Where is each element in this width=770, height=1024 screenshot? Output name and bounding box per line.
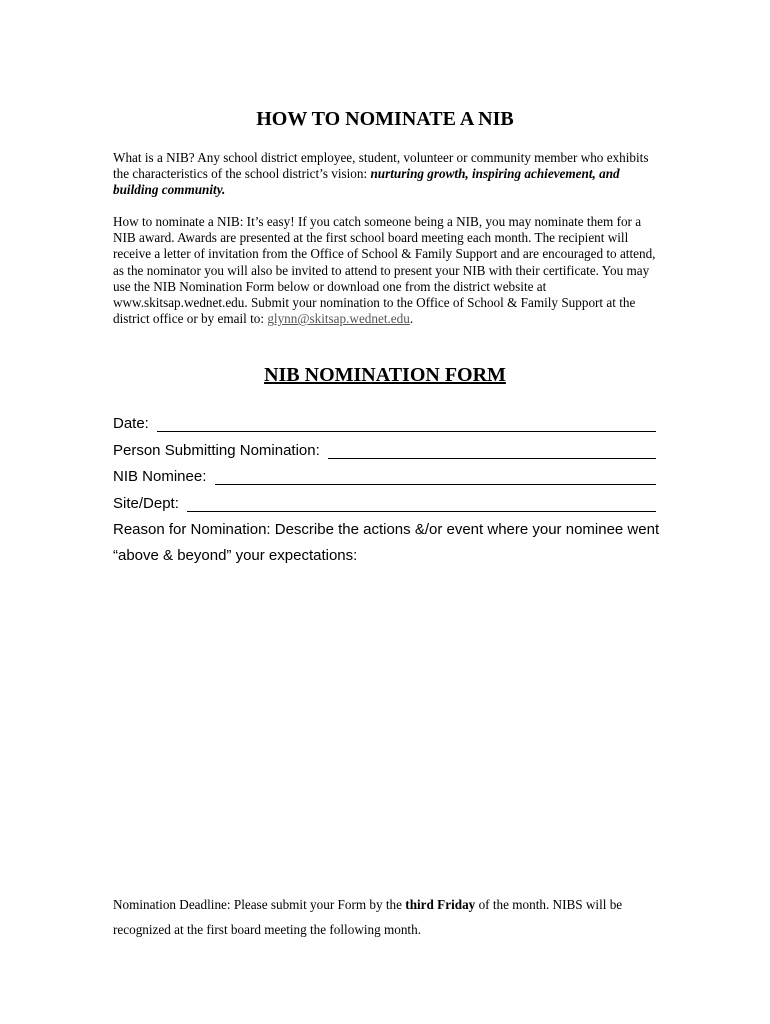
reason-label: Reason for Nomination: Describe the actions &/or event where your nominee went “above & beyond” your expectations:	[113, 521, 660, 564]
email-link[interactable]: glynn@skitsap.wednet.edu	[267, 311, 410, 327]
nominee-field[interactable]	[113, 463, 656, 485]
nominee-label: NIB Nominee:	[113, 468, 211, 485]
deadline-emphasis: third Friday	[405, 897, 476, 912]
date-field[interactable]	[113, 410, 656, 432]
submitter-field[interactable]	[113, 437, 656, 459]
submitter-label: Person Submitting Nomination:	[113, 442, 324, 459]
site-dept-label: Site/Dept:	[113, 495, 184, 512]
deadline-prefix: Nomination Deadline: Please submit your Form by the	[113, 897, 406, 912]
site-dept-input-line[interactable]	[187, 495, 656, 512]
page-title: HOW TO NOMINATE A NIB	[256, 108, 514, 130]
how-to-nominate-paragraph	[113, 214, 661, 327]
what-is-nib-text: What is a NIB? Any school district employee, student, volunteer or community member who exhibits the characteristics of the school district’s vision:	[113, 150, 649, 182]
site-dept-field[interactable]	[113, 490, 656, 512]
form-title: NIB NOMINATION FORM	[264, 364, 506, 386]
nominee-input-line[interactable]	[215, 468, 656, 485]
deadline-suffix: of the month. NIBS will be recognized at the first board meeting the following month.	[113, 897, 623, 937]
email-suffix: .	[409, 311, 414, 327]
deadline-note	[113, 892, 673, 942]
what-is-nib-paragraph	[113, 150, 661, 199]
how-to-nominate-text: How to nominate a NIB: It’s easy! If you catch someone being a NIB, you may nominate them for a NIB award. Awards are presented at the first school board meeting each month. The recipient will receive a letter of invitation from the Office of School & Family Support and are encouraged to attend, as the nominator you will also be invited to attend to present your NIB with their certificate. You may use the NIB Nomination Form below or download one from the district website at www.skitsap.wednet.edu. Submit your nomination to the Office of School & Family Support at the district office or by email to:	[113, 214, 656, 327]
date-input-line[interactable]	[157, 415, 656, 432]
date-label: Date:	[113, 415, 154, 432]
submitter-input-line[interactable]	[328, 442, 656, 459]
vision-statement: nurturing growth, inspiring achievement, and building community.	[113, 166, 620, 198]
